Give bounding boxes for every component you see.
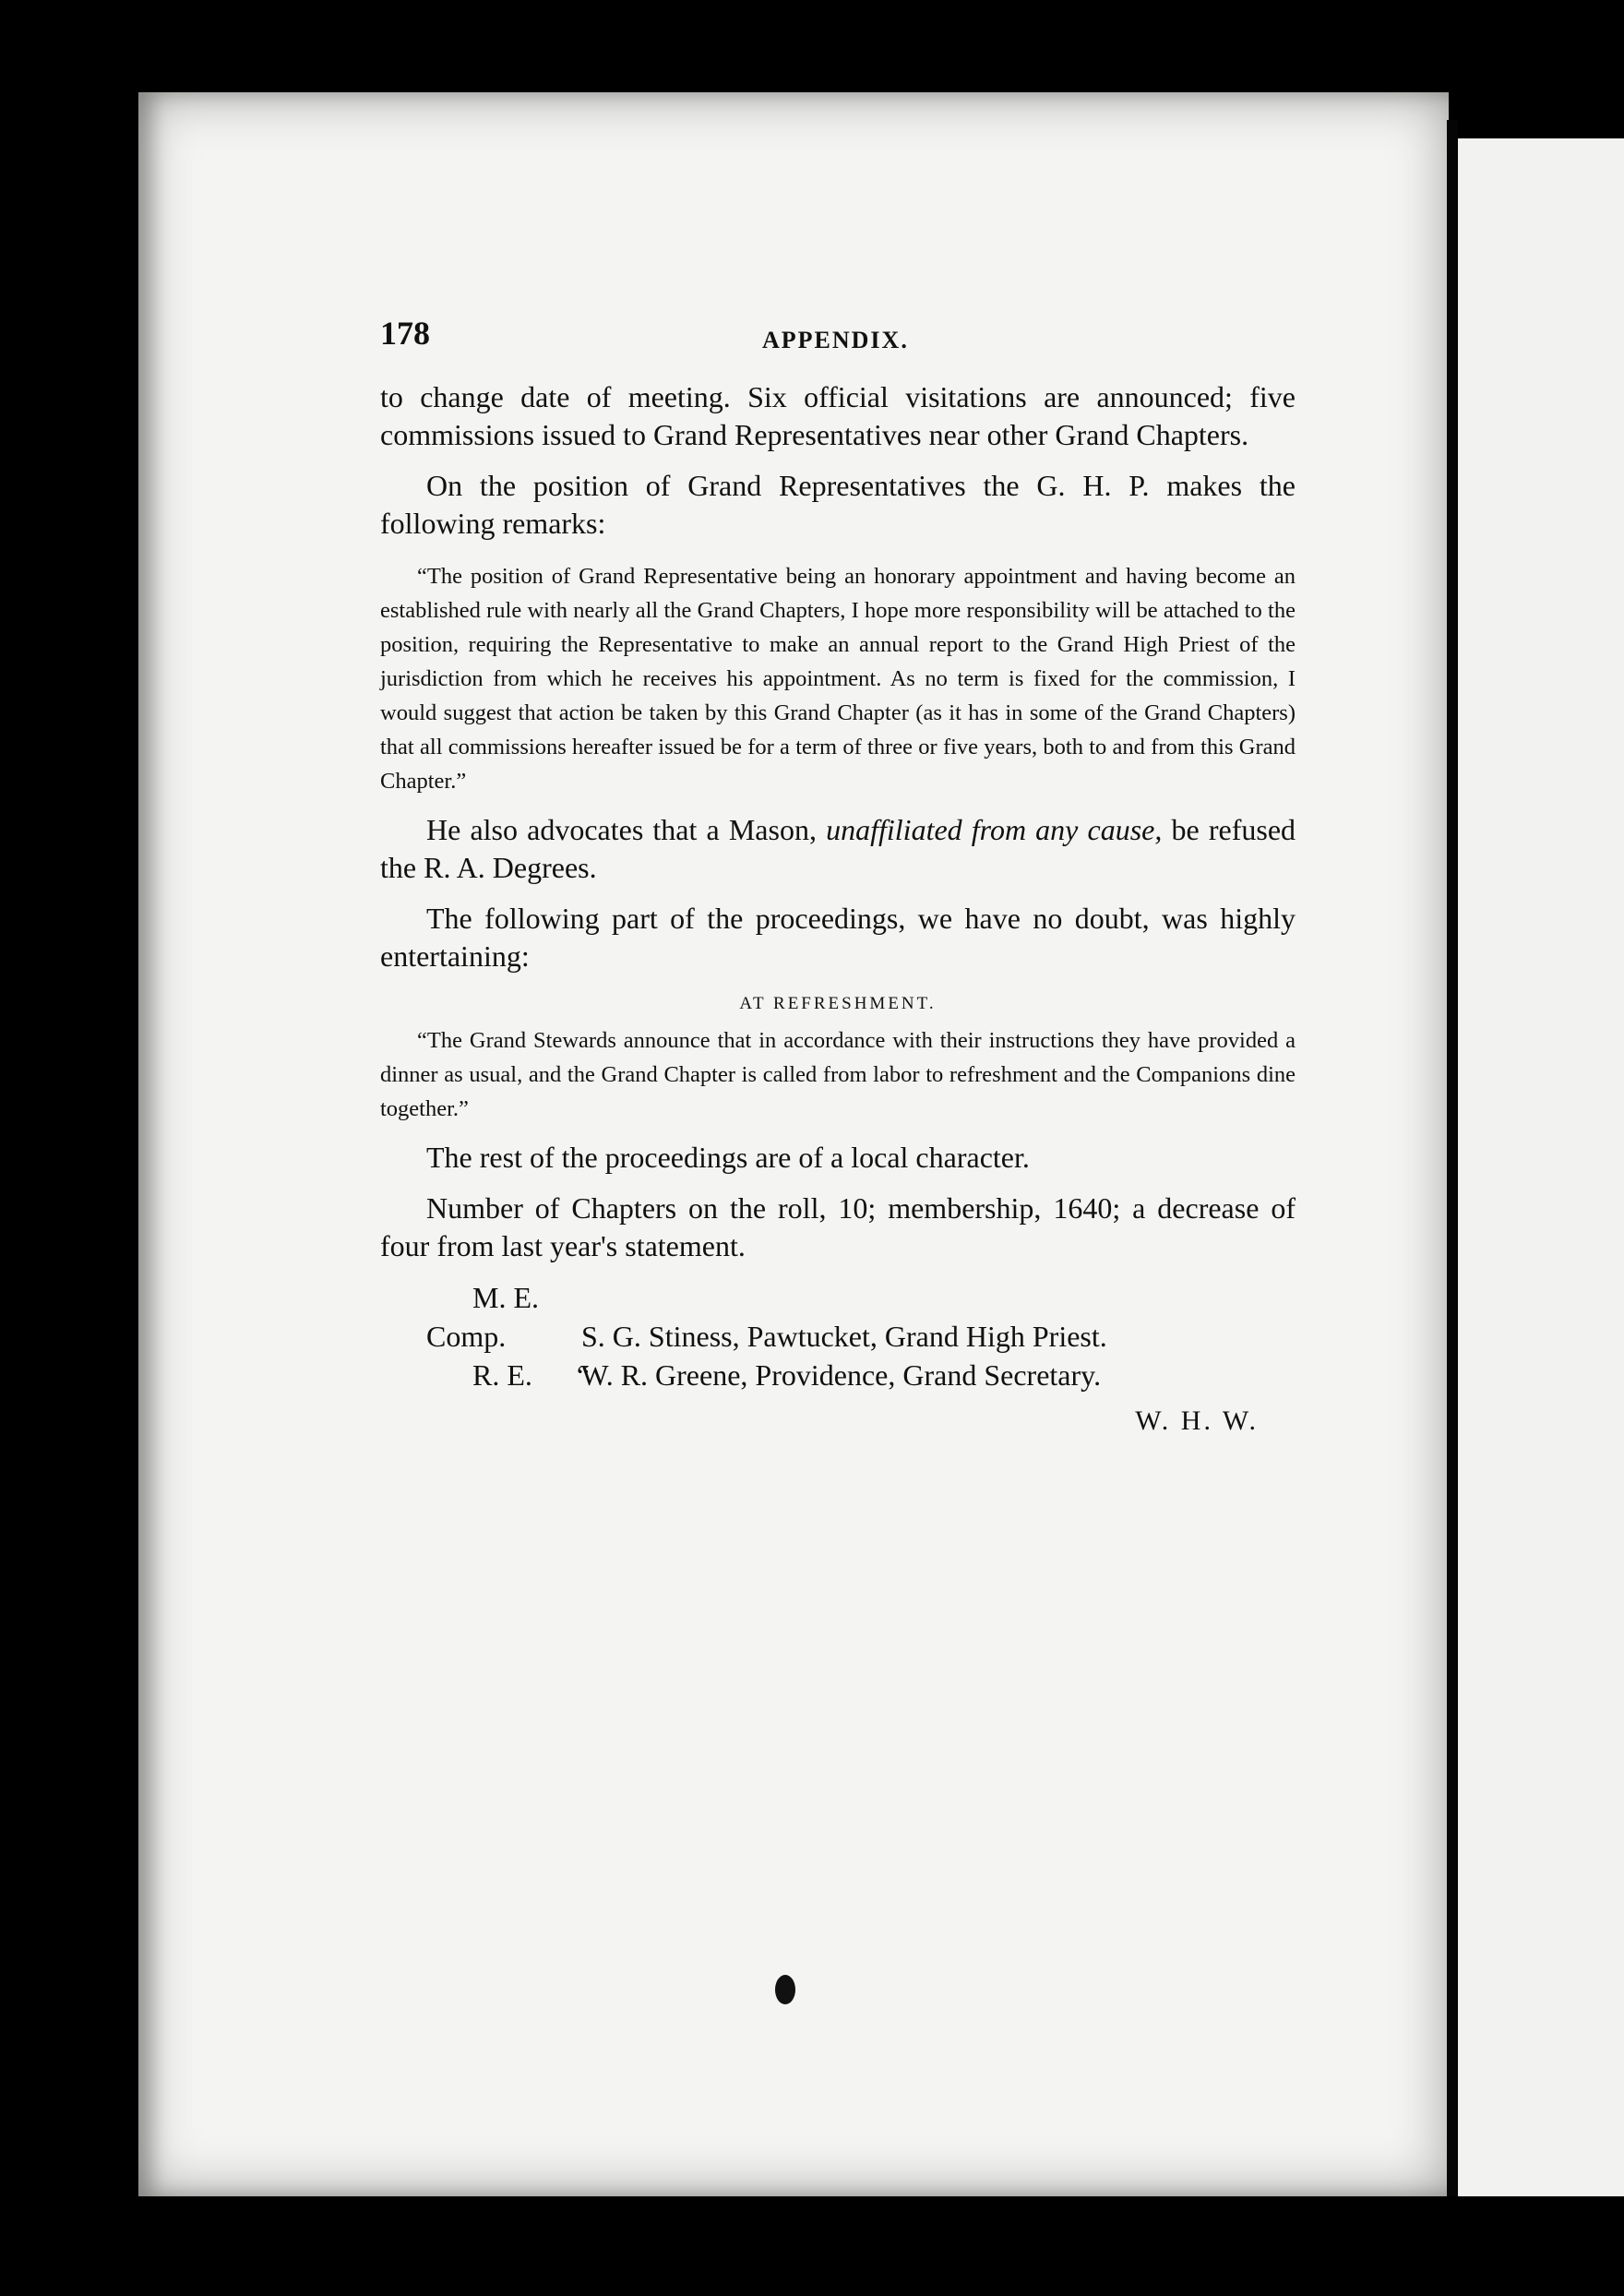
paragraph-local-character: The rest of the proceedings are of a local character. <box>426 1141 1030 1174</box>
paragraph-membership: Number of Chapters on the roll, 10; membership, 1640; a decrease of four from last year's statement. <box>380 1191 1296 1262</box>
author-initials: W. H. W. <box>1135 1405 1259 1436</box>
page-number: 178 <box>380 315 430 352</box>
paragraph-unaffiliated <box>380 811 1296 887</box>
paragraph-entertaining: The following part of the proceedings, we have no doubt, was highly entertaining: <box>380 902 1296 973</box>
emphasis-unaffiliated: unaffiliated from any cause, <box>826 813 1163 846</box>
paragraph-unaffiliated-start: He also advocates that a Mason, <box>426 813 817 846</box>
adjacent-page-edge <box>1458 138 1624 2196</box>
page-body <box>380 378 1296 1437</box>
officer-title: R. E. “ <box>472 1358 591 1392</box>
quote-grand-representative: “The position of Grand Representative being an honorary appointment and having become an established rule with nearly all the Grand Chapters, I hope more responsibility will be attached to the position, requiring the Representative to make an annual report to the Grand High Priest of the jurisdiction from which he receives his appointment. As no term is fixed for the commission, I would suggest that action be taken by this Grand Chapter (as it has in some of the Grand Chapters) that all commissions hereafter issued be for a term of three or five years, both to and from this Grand Chapter.” <box>380 564 1296 794</box>
running-title: APPENDIX. <box>762 327 909 353</box>
binding-edge <box>1447 120 1458 2196</box>
page-header <box>380 314 1294 360</box>
officer-text: W. R. Greene, Providence, Grand Secretary. <box>580 1358 1102 1392</box>
officer-text: S. G. Stiness, Pawtucket, Grand High Priest. <box>581 1320 1107 1353</box>
officer-line <box>380 1278 1296 1356</box>
paragraph-unaffiliated-end: be refused the R. A. Degrees. <box>380 813 1296 884</box>
officer-title: M. E. Comp. <box>426 1281 539 1353</box>
paragraph-meeting: to change date of meeting. Six official visitations are announced; five commissions issued to Grand Representatives near other Grand Chapters. <box>380 380 1296 451</box>
subheading-refreshment: AT REFRESHMENT. <box>739 994 937 1013</box>
paragraph-position-intro: On the position of Grand Representatives the G. H. P. makes the following remarks: <box>380 469 1296 540</box>
officer-list <box>380 1278 1296 1394</box>
quote-grand-stewards: “The Grand Stewards announce that in accordance with their instructions they have provided a dinner as usual, and the Grand Chapter is called from labor to refreshment and the Companions dine together.” <box>380 1028 1296 1121</box>
officer-line <box>380 1356 1296 1394</box>
ink-spot <box>775 1975 795 2004</box>
